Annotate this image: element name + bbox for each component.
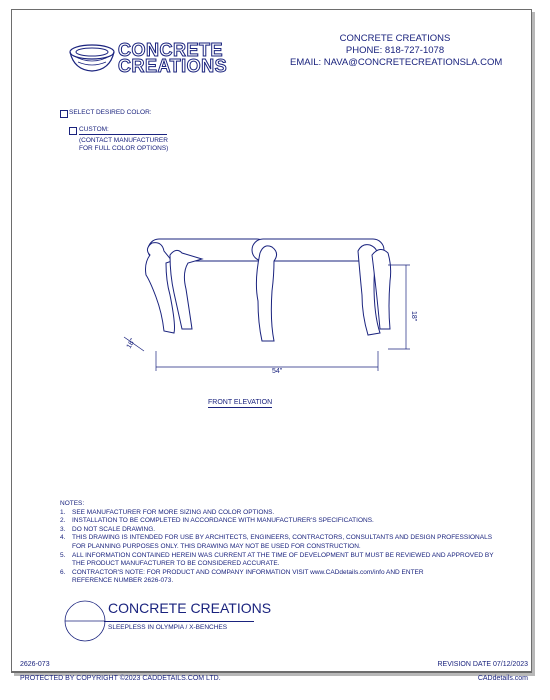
dim-depth-label: 18" xyxy=(125,337,137,350)
note-item xyxy=(60,552,500,561)
note-item xyxy=(60,517,500,526)
note-number: 6. xyxy=(60,568,66,576)
note-text: SEE MANUFACTURER FOR MORE SIZING AND COLOR OPTIONS. xyxy=(72,508,275,516)
logo-line-2: CREATIONS xyxy=(118,56,228,76)
custom-color-note-1: (CONTACT MANUFACTURER xyxy=(79,137,168,144)
contact-email: EMAIL: NAVA@CONCRETECREATIONSLA.COM xyxy=(290,57,503,68)
footer-divider xyxy=(11,671,532,672)
contact-phone: PHONE: 818-727-1078 xyxy=(345,45,445,56)
note-text: INSTALLATION TO BE COMPLETED IN ACCORDANCE WITH MANUFACTURER'S SPECIFICATIONS. xyxy=(72,517,374,525)
note-text: CONTRACTOR'S NOTE: FOR PRODUCT AND COMPANY INFORMATION VISIT www.CADdetails.com/info AND ENTER xyxy=(72,568,424,576)
drawing-caption: FRONT ELEVATION xyxy=(208,399,273,406)
note-number: 1. xyxy=(60,508,66,516)
figure-2 xyxy=(170,250,202,329)
custom-color-checkbox[interactable] xyxy=(69,127,77,135)
caddetails-link[interactable]: CADdetails.com xyxy=(477,675,528,682)
dim-width-label: 54" xyxy=(272,368,283,375)
logo-wordmark xyxy=(118,42,227,74)
contact-company: CONCRETE CREATIONS xyxy=(339,33,451,44)
note-item xyxy=(60,526,500,535)
logo-line-1: CONCRETE xyxy=(118,40,224,60)
note-number: 2. xyxy=(60,517,66,525)
contact-block xyxy=(290,33,503,69)
note-item xyxy=(60,569,500,578)
custom-color-note-2: FOR FULL COLOR OPTIONS) xyxy=(79,145,169,152)
note-number: 3. xyxy=(60,525,66,533)
title-underline xyxy=(104,621,254,622)
note-text: THIS DRAWING IS INTENDED FOR USE BY ARCHITECTS, ENGINEERS, CONTRACTORS, CONSULTANTS AND DESIGN PROFESSIONALS xyxy=(72,534,493,542)
note-text: FOR PLANNING PURPOSES ONLY. THIS DRAWING MAY NOT BE USED FOR CONSTRUCTION. xyxy=(72,542,361,550)
note-item xyxy=(60,560,500,569)
notes-section xyxy=(60,500,500,586)
select-color-label: SELECT DESIRED COLOR: xyxy=(69,109,152,116)
note-item xyxy=(60,509,500,518)
note-number xyxy=(60,543,72,552)
bench-front-elevation xyxy=(120,225,430,385)
custom-color-label: CUSTOM: xyxy=(79,126,109,133)
note-text: REFERENCE NUMBER 2626-073. xyxy=(72,577,174,585)
note-number xyxy=(60,560,72,569)
note-number xyxy=(60,577,72,586)
note-number: 5. xyxy=(60,551,66,559)
note-number: 4. xyxy=(60,534,66,542)
note-item xyxy=(60,534,500,543)
notes-heading: NOTES: xyxy=(60,500,85,507)
title-block-title: CONCRETE CREATIONS xyxy=(108,600,272,616)
reference-number: 2626-073 xyxy=(20,661,50,668)
note-item xyxy=(60,577,500,586)
note-text: THE PRODUCT MANUFACTURER TO BE CONSIDERED ACCURATE. xyxy=(72,560,280,568)
copyright-notice: PROTECTED BY COPYRIGHT ©2023 CADDETAILS.COM LTD. xyxy=(20,675,221,682)
dim-height-label: 18" xyxy=(410,311,417,322)
note-item xyxy=(60,543,500,552)
title-block-subtitle: SLEEPLESS IN OLYMPIA / X-BENCHES xyxy=(108,624,228,631)
note-text: ALL INFORMATION CONTAINED HEREIN WAS CURRENT AT THE TIME OF DEVELOPMENT BUT MUST BE REVIEWED AND APPROVED BY xyxy=(72,551,494,559)
custom-color-line xyxy=(79,134,167,135)
revision-date: REVISION DATE 07/12/2023 xyxy=(437,661,528,668)
figure-3 xyxy=(256,246,276,341)
notes-list xyxy=(60,509,500,586)
select-color-checkbox[interactable] xyxy=(60,110,68,118)
title-block-circle xyxy=(64,600,106,642)
note-text: DO NOT SCALE DRAWING. xyxy=(72,525,156,533)
